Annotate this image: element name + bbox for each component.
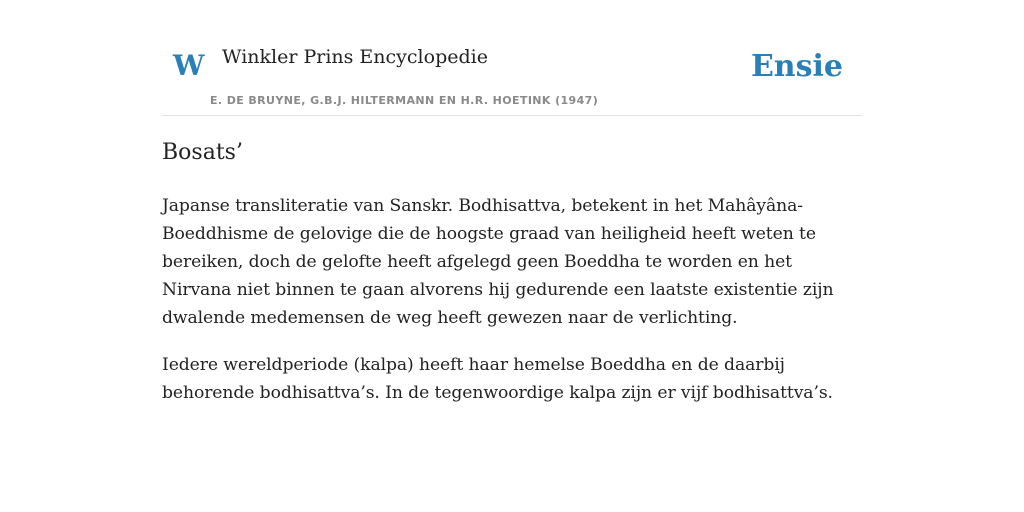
entry-paragraph: Iedere wereldperiode (kalpa) heeft haar hemelse Boeddha en de daarbij behorende bodhisattva’s. In de tegenwoordige kalpa zijn er vijf bodhisattva’s. [162, 355, 833, 403]
entry-body [162, 192, 862, 426]
ensie-brand-logo[interactable]: Ensie [750, 49, 843, 84]
publication-title[interactable]: Winkler Prins Encyclopedie [222, 46, 488, 68]
publication-logo[interactable]: W [173, 49, 205, 82]
publication-authors: E. DE BRUYNE, G.B.J. HILTERMANN EN H.R. HOETINK (1947) [210, 94, 599, 107]
publication-header [162, 0, 862, 116]
entry-title: Bosats’ [162, 140, 243, 165]
entry-paragraph: Japanse transliteratie van Sanskr. Bodhisattva, betekent in het Mahâyâna-Boeddhisme de gelovige die de hoogste graad van heiligheid heeft weten te bereiken, doch de gelofte heeft afgelegd geen Boeddha te worden en het Nirvana niet binnen te gaan alvorens hij gedurende een laatste existentie zijn dwalende medemensen de weg heeft gewezen naar de verlichting. [162, 196, 834, 328]
page-container [162, 0, 862, 403]
